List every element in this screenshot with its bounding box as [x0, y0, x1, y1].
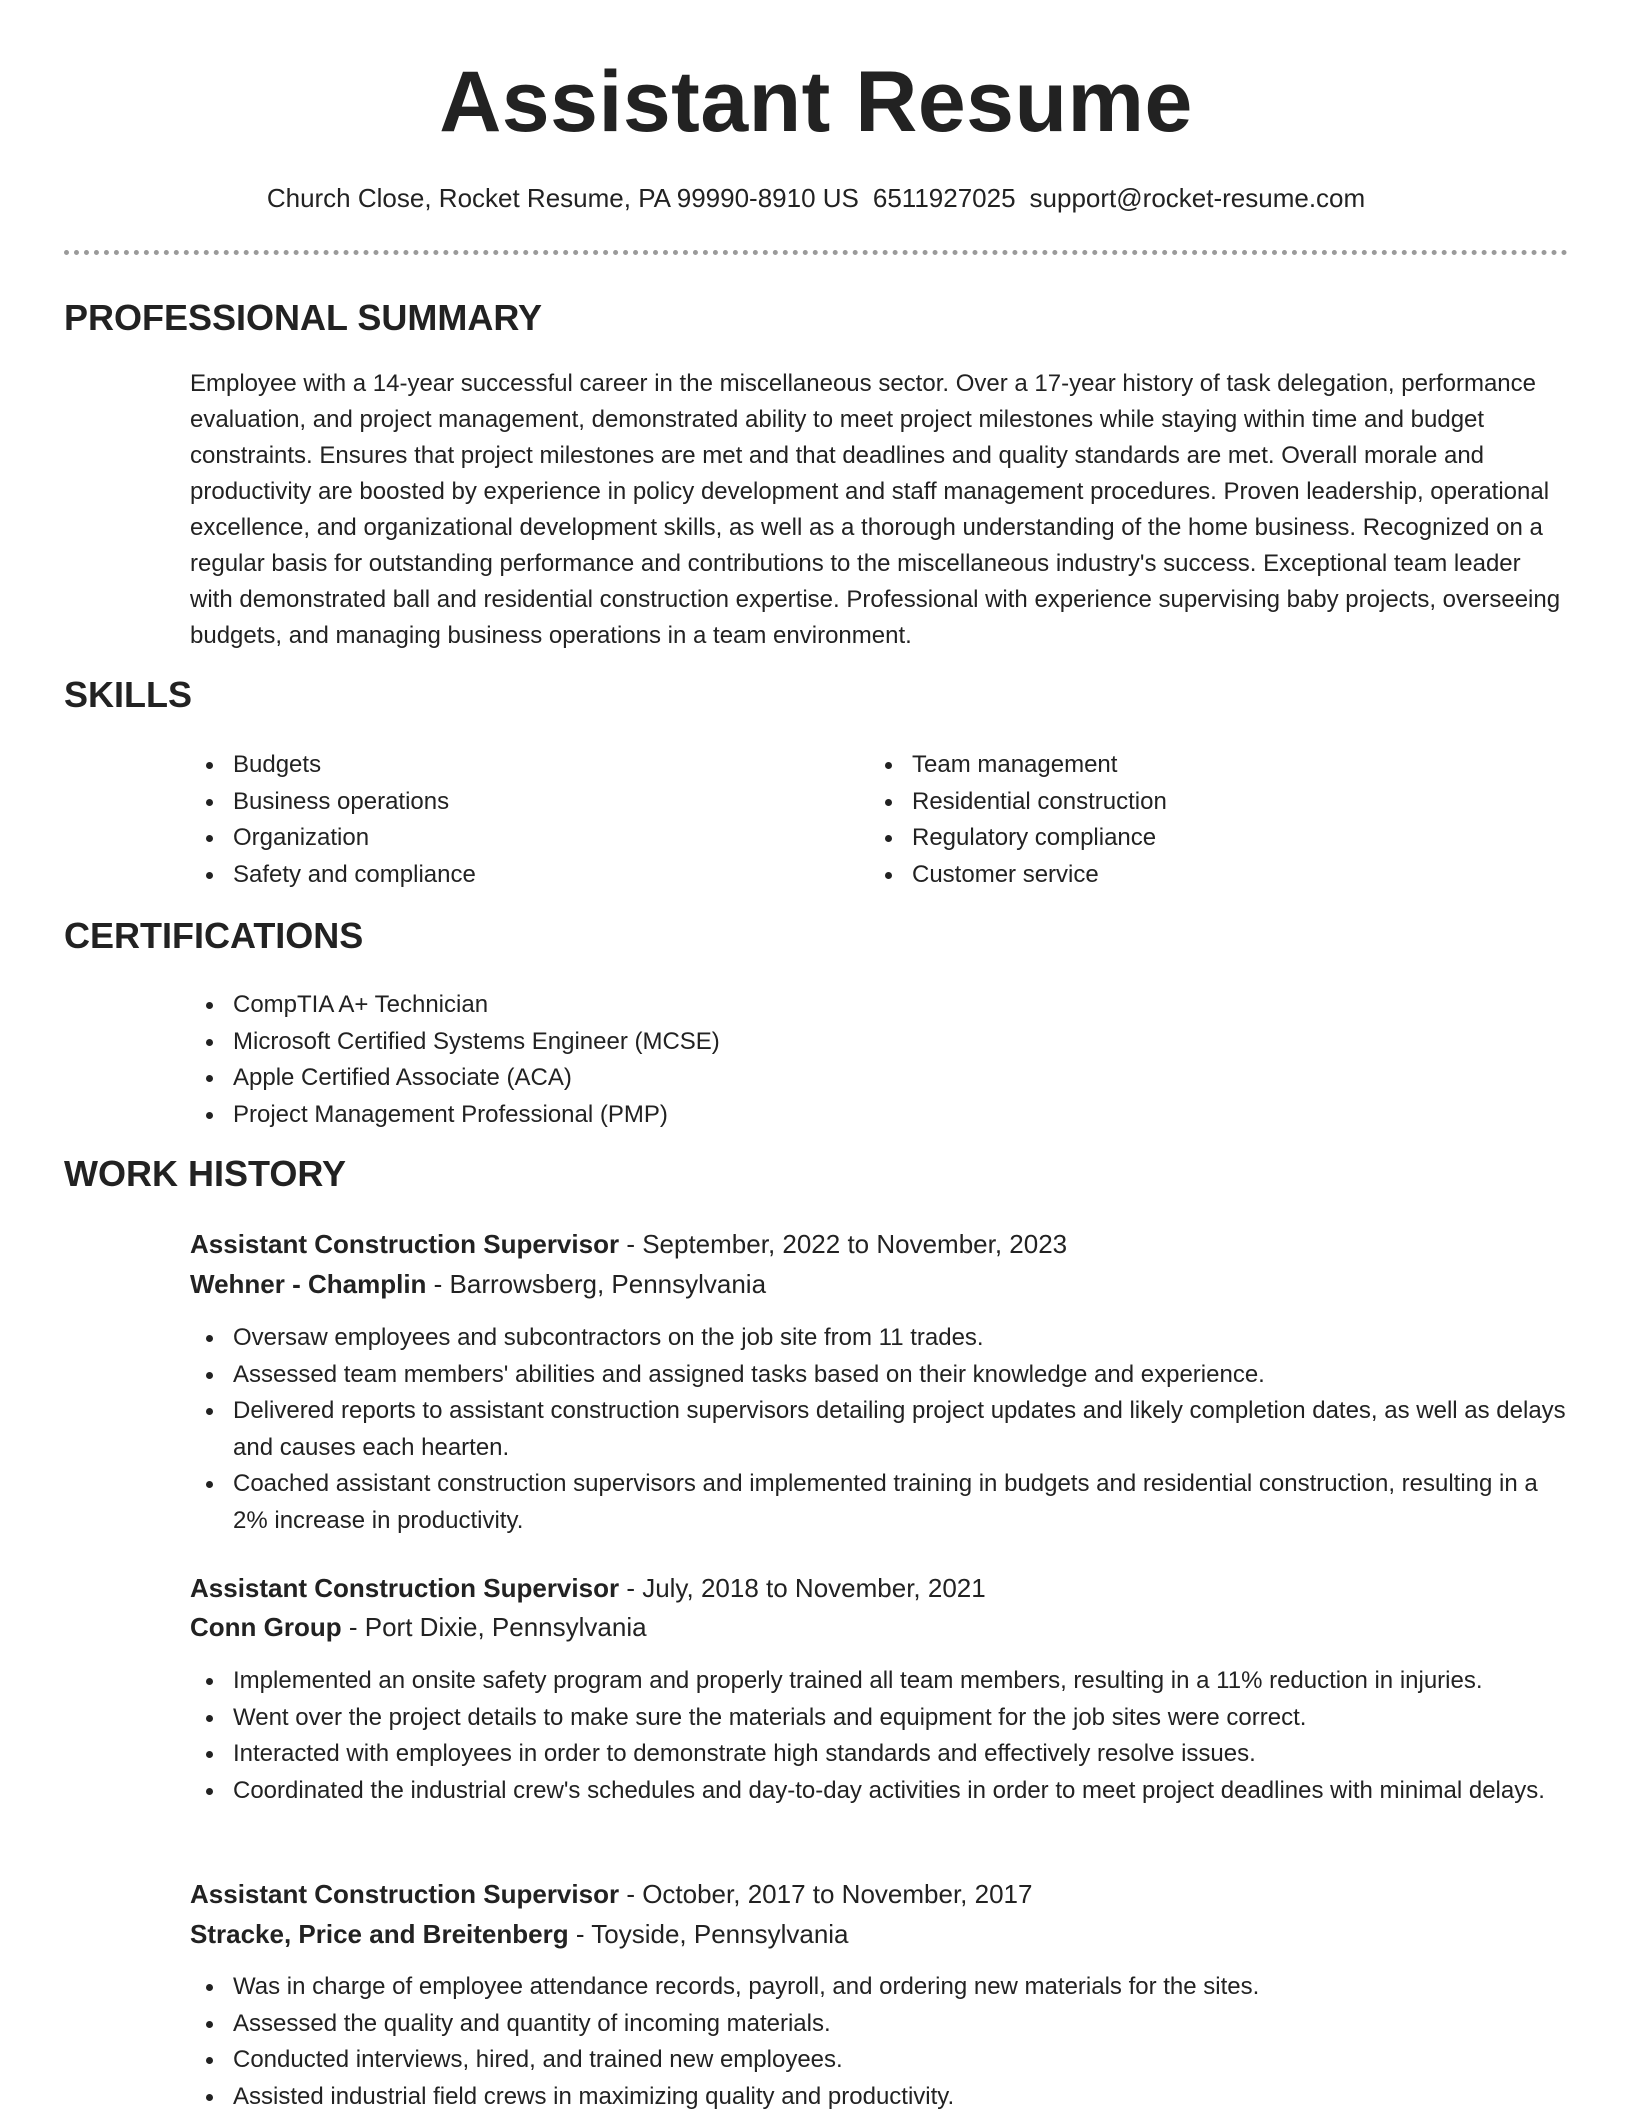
job-dates: - October, 2017 to November, 2017 — [626, 1879, 1032, 1909]
job-bullet: Went over the project details to make sure the materials and equipment for the job sites were correct. — [190, 1700, 1568, 1737]
job-bullet: Implemented an onsite safety program and properly trained all team members, resulting in a 11% reduction in injuries. — [190, 1663, 1568, 1700]
job-bullet: Assessed team members' abilities and assigned tasks based on their knowledge and experience. — [190, 1357, 1568, 1394]
certifications-list — [190, 987, 1568, 1133]
skill-item: Residential construction — [869, 784, 1529, 821]
job-bullet: Assessed the quality and quantity of incoming materials. — [190, 2006, 1568, 2043]
job-company-line — [190, 1266, 766, 1302]
skill-item: Organization — [190, 820, 830, 857]
work-history-heading: WORK HISTORY — [64, 1152, 346, 1196]
header-divider — [64, 250, 1568, 255]
skill-item: Team management — [869, 747, 1529, 784]
job-company-line — [190, 1916, 849, 1952]
job-company: Stracke, Price and Breitenberg — [190, 1919, 569, 1949]
summary-heading: PROFESSIONAL SUMMARY — [64, 296, 542, 340]
certification-item: Apple Certified Associate (ACA) — [190, 1060, 1568, 1097]
certification-item: CompTIA A+ Technician — [190, 987, 1568, 1024]
summary-text: Employee with a 14-year successful career in the miscellaneous sector. Over a 17-year history of task delegation, performance evaluation, and project management, demonstrated ability to meet project milestones while staying within time and budget constraints. Ensures that project milestones are met and that deadlines and quality standards are met. Overall morale and productivity are boosted by experience in policy development and staff management procedures. Proven leadership, operational excellence, and organizational development skills, as well as a thorough understanding of the home business. Recognized on a regular basis for outstanding performance and contributions to the miscellaneous industry's success. Exceptional team leader with demonstrated ball and residential construction expertise. Professional with experience supervising baby projects, overseeing budgets, and managing business operations in a team environment. — [190, 366, 1568, 654]
skill-item: Regulatory compliance — [869, 820, 1529, 857]
job-bullet: Was in charge of employee attendance records, payroll, and ordering new materials for the sites. — [190, 1969, 1568, 2006]
job-bullet: Conducted interviews, hired, and trained new employees. — [190, 2042, 1568, 2079]
resume-title: Assistant Resume — [0, 52, 1632, 152]
skills-heading: SKILLS — [64, 673, 192, 717]
job-bullets — [190, 1663, 1568, 1809]
job-bullet: Interacted with employees in order to demonstrate high standards and effectively resolve issues. — [190, 1736, 1568, 1773]
job-location: - Toyside, Pennsylvania — [576, 1919, 849, 1949]
job-bullet: Coordinated the industrial crew's schedules and day-to-day activities in order to meet project deadlines with minimal delays. — [190, 1773, 1568, 1810]
job-title-line — [190, 1876, 1032, 1912]
job-company: Wehner - Champlin — [190, 1269, 426, 1299]
job-location: - Barrowsberg, Pennsylvania — [434, 1269, 766, 1299]
skill-item: Budgets — [190, 747, 830, 784]
job-bullet: Coached assistant construction supervisors and implemented training in budgets and residential construction, resulting in a 2% increase in productivity. — [190, 1466, 1568, 1539]
contact-address: Church Close, Rocket Resume, PA 99990-8910 US — [267, 183, 859, 213]
skills-list-left — [190, 747, 830, 893]
job-company: Conn Group — [190, 1612, 342, 1642]
skill-item: Safety and compliance — [190, 857, 830, 894]
job-title-line — [190, 1570, 986, 1606]
job-bullets — [190, 1969, 1568, 2115]
skill-item: Business operations — [190, 784, 830, 821]
job-dates: - September, 2022 to November, 2023 — [626, 1229, 1067, 1259]
skills-list-right — [869, 747, 1529, 893]
job-bullets — [190, 1320, 1568, 1539]
certifications-heading: CERTIFICATIONS — [64, 914, 363, 958]
job-company-line — [190, 1609, 647, 1645]
job-bullet: Oversaw employees and subcontractors on the job site from 11 trades. — [190, 1320, 1568, 1357]
job-bullet: Assisted industrial field crews in maximizing quality and productivity. — [190, 2079, 1568, 2115]
job-location: - Port Dixie, Pennsylvania — [349, 1612, 647, 1642]
contact-email: support@rocket-resume.com — [1030, 183, 1366, 213]
certification-item: Microsoft Certified Systems Engineer (MCSE) — [190, 1024, 1568, 1061]
job-title: Assistant Construction Supervisor — [190, 1879, 619, 1909]
job-title: Assistant Construction Supervisor — [190, 1229, 619, 1259]
contact-phone: 6511927025 — [873, 183, 1016, 213]
contact-line — [0, 180, 1632, 216]
job-title-line — [190, 1226, 1067, 1262]
certification-item: Project Management Professional (PMP) — [190, 1097, 1568, 1134]
skill-item: Customer service — [869, 857, 1529, 894]
job-dates: - July, 2018 to November, 2021 — [626, 1573, 985, 1603]
job-bullet: Delivered reports to assistant construction supervisors detailing project updates and likely completion dates, as well as delays and causes each hearten. — [190, 1393, 1568, 1466]
job-title: Assistant Construction Supervisor — [190, 1573, 619, 1603]
